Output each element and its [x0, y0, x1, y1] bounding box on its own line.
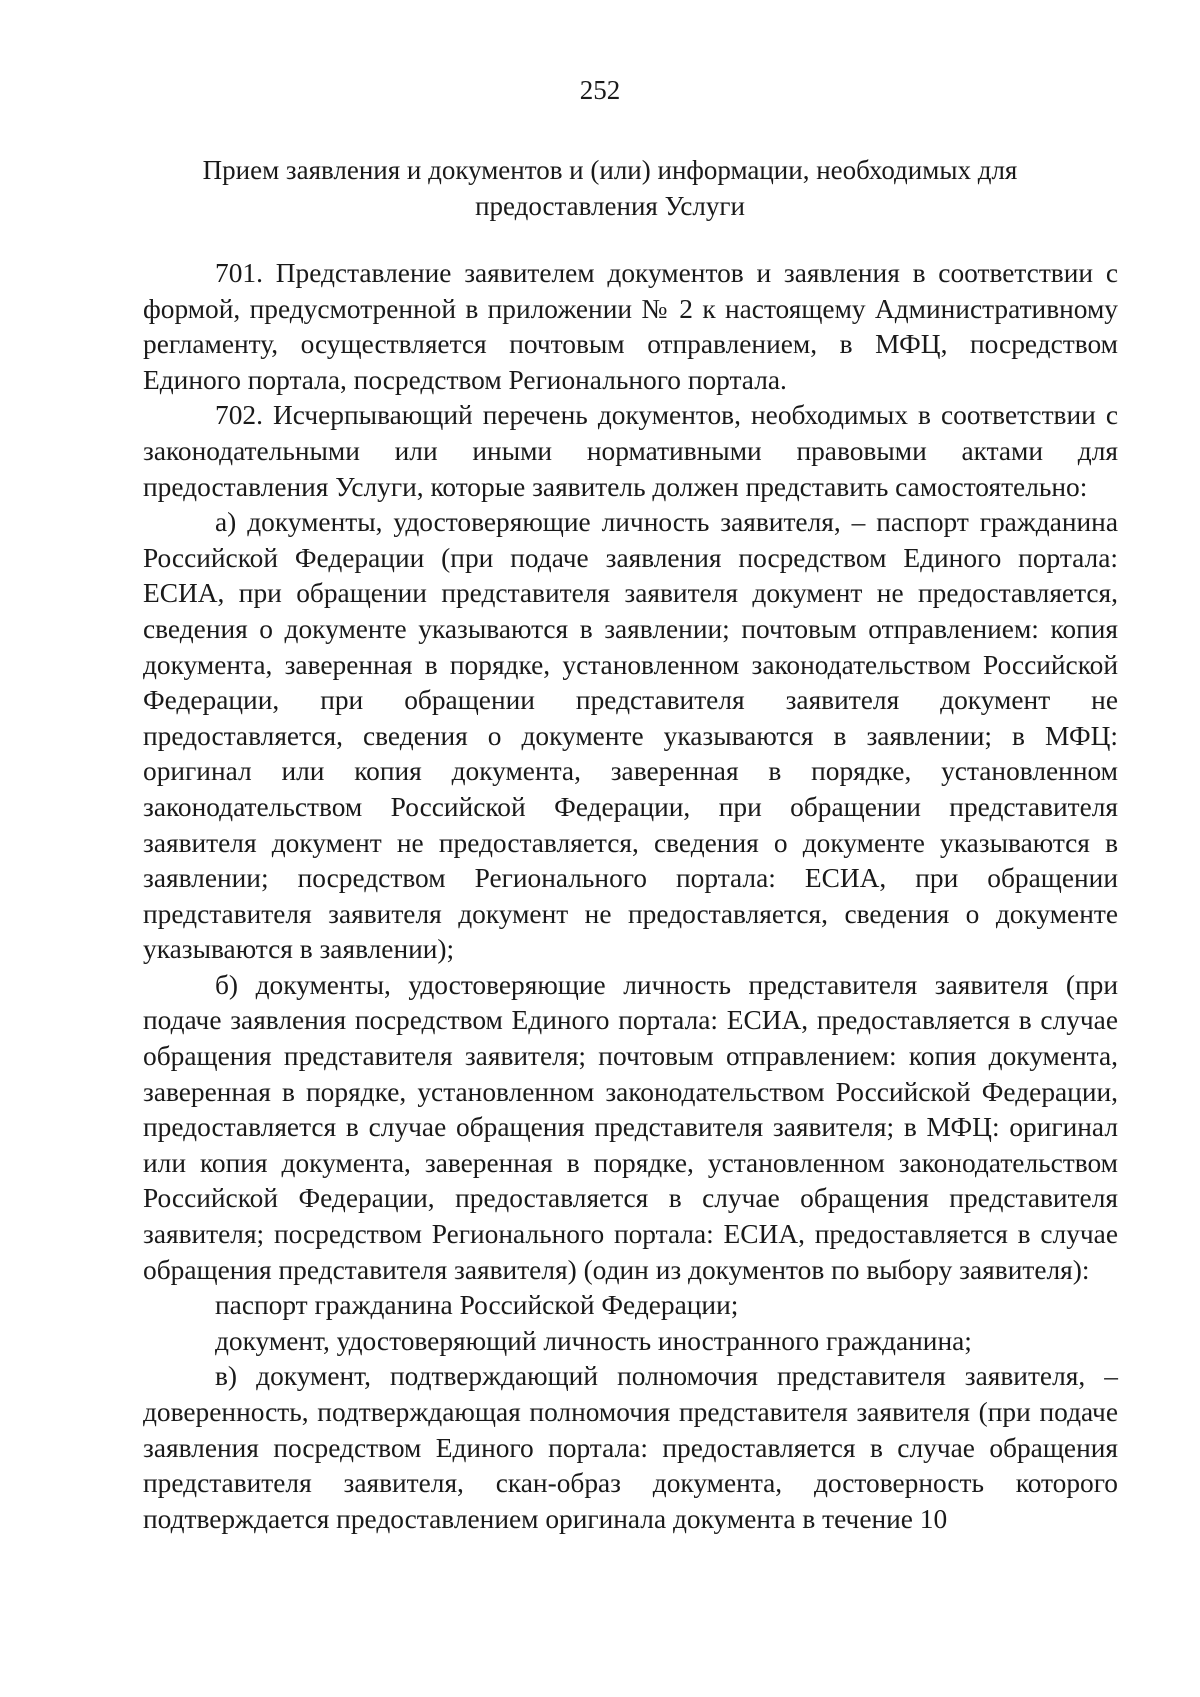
list-item-foreign-id: документ, удостоверяющий личность иностранного гражданина;: [215, 1325, 972, 1356]
document-body: [143, 256, 1118, 1537]
paragraph-item-a: а) документы, удостоверяющие личность заявителя, – паспорт гражданина Российской Федерации (при подаче заявления посредством Единого портала: ЕСИА, при обращении представителя заявителя документ не предоставляется, сведения о документе указываются в заявлении; почтовым отправлением: копия документа, заверенная в порядке, установленном законодательством Российской Федерации, при обращении представителя заявителя документ не предоставляется, сведения о документе указываются в заявлении; в МФЦ: оригинал или копия документа, заверенная в порядке, установленном законодательством Российской Федерации, при обращении представителя заявителя документ не предоставляется, сведения о документе указываются в заявлении; посредством Регионального портала: ЕСИА, при обращении представителя заявителя документ не предоставляется, сведения о документе указываются в заявлении);: [143, 507, 1118, 965]
list-item-passport: паспорт гражданина Российской Федерации;: [215, 1290, 739, 1321]
paragraph-item-b: б) документы, удостоверяющие личность представителя заявителя (при подаче заявления посредством Единого портала: ЕСИА, предоставляется в случае обращения представителя заявителя; почтовым отправлением: копия документа, заверенная в порядке, установленном законодательством Российской Федерации, предоставляется в случае обращения представителя заявителя; в МФЦ: оригинал или копия документа, заверенная в порядке, установленном законодательством Российской Федерации, предоставляется в случае обращения представителя заявителя; посредством Регионального портала: ЕСИА, предоставляется в случае обращения представителя заявителя) (один из документов по выбору заявителя):: [143, 969, 1118, 1285]
page-number: 252: [579, 75, 621, 105]
paragraph-701: 701. Представление заявителем документов и заявления в соответствии с формой, предусмотренной в приложении № 2 к настоящему Административному регламенту, осуществляется почтовым отправлением, в МФЦ, посредством Единого портала, посредством Регионального портала.: [143, 258, 1118, 395]
paragraph-702: 702. Исчерпывающий перечень документов, необходимых в соответствии с законодательными или иными нормативными правовыми актами для предоставления Услуги, которые заявитель должен представить самостоятельно:: [143, 400, 1118, 502]
paragraph-item-v: в) документ, подтверждающий полномочия представителя заявителя, – доверенность, подтверждающая полномочия представителя заявителя (при подаче заявления посредством Единого портала: предоставляется в случае обращения представителя заявителя, скан-образ документа, достоверность которого подтверждается предоставлением оригинала документа в течение 10: [143, 1361, 1118, 1534]
section-title: Прием заявления и документов и (или) информации, необходимых для предоставления Услуги: [202, 155, 1018, 221]
